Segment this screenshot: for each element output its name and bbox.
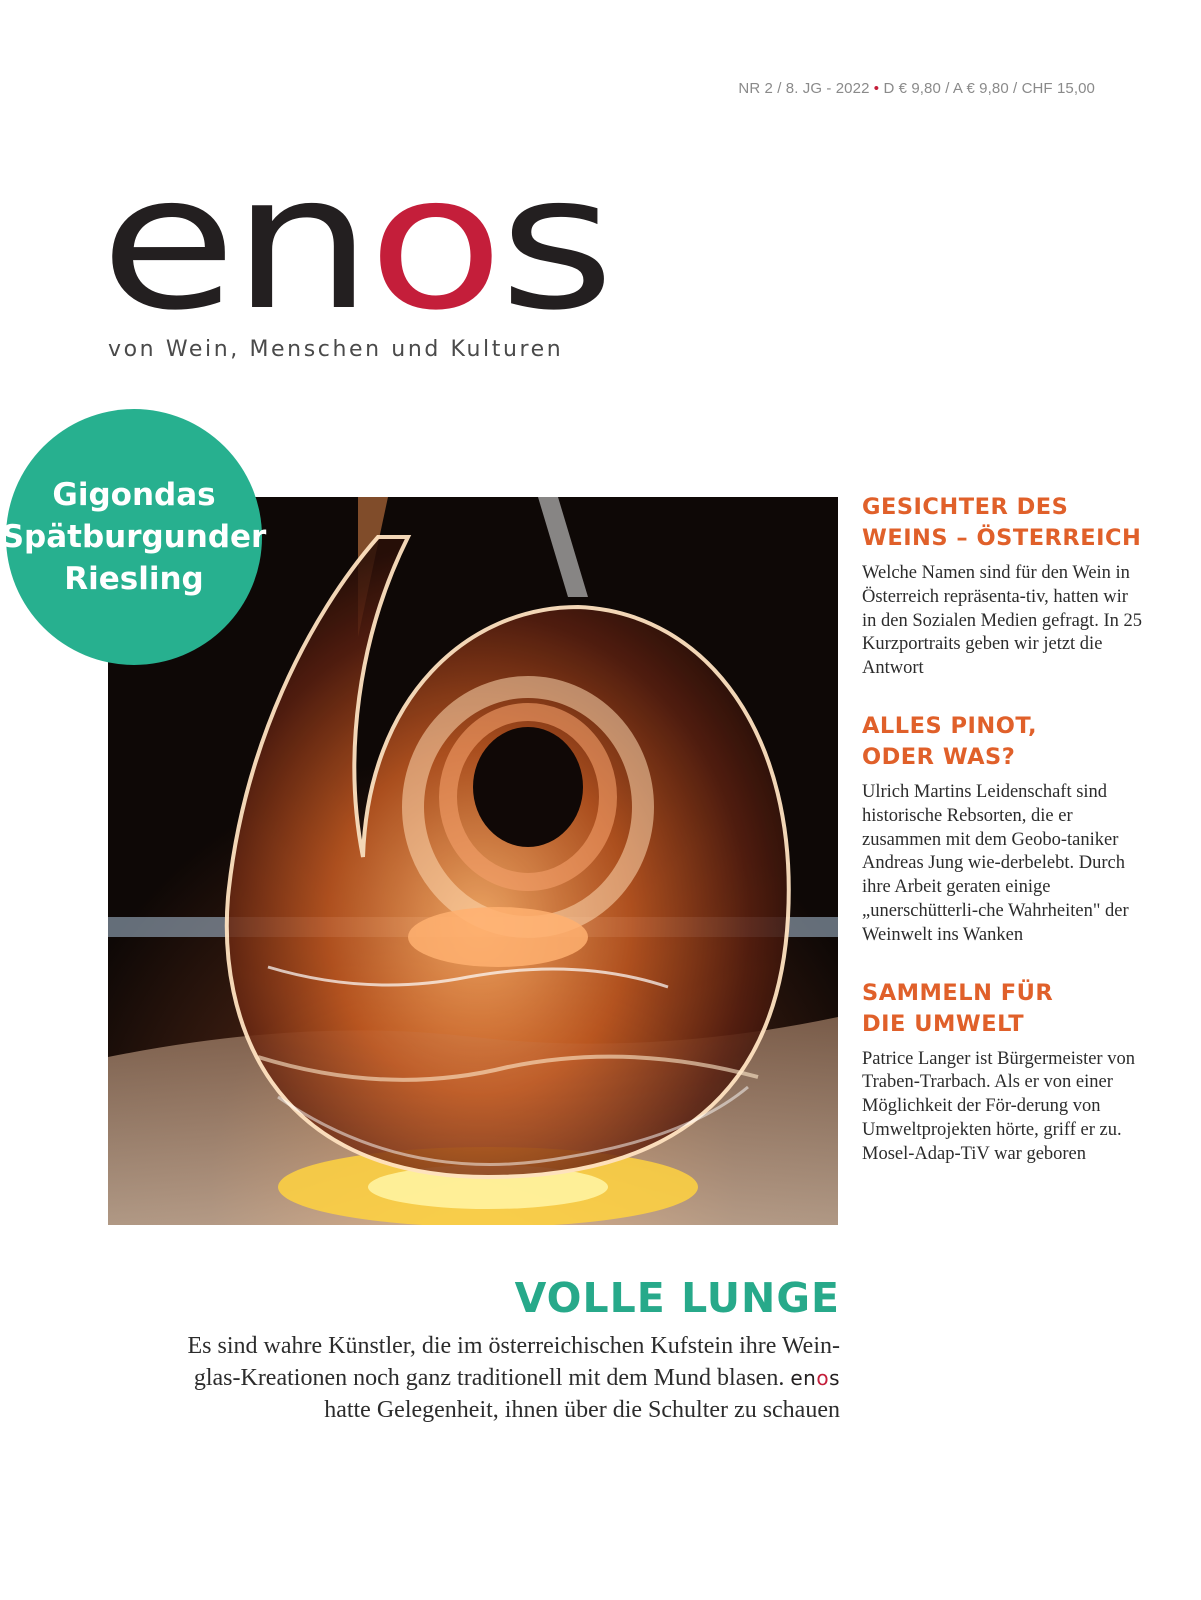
teaser-gesichter-des-weins <box>862 492 1142 681</box>
enos-logo <box>100 172 630 322</box>
teaser-column <box>862 492 1142 1197</box>
issue-info <box>738 80 1095 97</box>
cover-story-line-2: glas-Kreationen noch ganz traditionell mit dem Mund blasen. <box>193 1365 785 1391</box>
logo-text-o: o <box>367 172 478 322</box>
teaser-title-line: GESICHTER DES <box>862 494 1069 520</box>
teaser-body: Ulrich Martins Leidenschaft sind historische Rebsorten, die er zusammen mit dem Geobo-taniker Andreas Jung wie-derbelebt. Durch ihre Arbeit geraten einige „unerschütterli-che Wahrheiten" der Weinwelt ins Wanken <box>862 781 1129 945</box>
cover-story <box>120 1270 840 1426</box>
teaser-title <box>862 978 1142 1040</box>
teaser-title <box>862 492 1142 554</box>
teaser-body: Patrice Langer ist Bürgermeister von Traben-Trarbach. Als er von einer Möglichkeit der För-derung von Umweltprojekten hörte, griff er zu. Mosel-Adap-TiV war geboren <box>862 1048 1135 1164</box>
badge-line-gigondas: Gigondas <box>52 477 216 513</box>
inline-enos-logo <box>790 1366 840 1390</box>
teaser-title-line: ALLES PINOT, <box>862 712 1038 739</box>
inline-enos-en: en <box>790 1366 817 1390</box>
issue-prices: D € 9,80 / A € 9,80 / CHF 15,00 <box>883 80 1095 97</box>
teaser-sammeln-fuer-die-umwelt <box>862 978 1142 1167</box>
cover-story-line-3: hatte Gelegenheit, ihnen über die Schulter zu schauen <box>324 1397 840 1423</box>
logo-text-en: en <box>100 172 325 322</box>
logo-tagline: von Wein, Menschen und Kulturen <box>108 337 564 362</box>
logo-text-s: s <box>499 172 592 322</box>
issue-number-year: NR 2 / 8. JG - 2022 <box>738 80 870 97</box>
topics-badge <box>1 409 267 665</box>
inline-enos-o: o <box>816 1366 830 1390</box>
badge-line-spaetburgunder: Spätburgunder <box>1 519 267 555</box>
badge-line-riesling: Riesling <box>64 561 204 597</box>
cover-story-text <box>120 1330 840 1426</box>
teaser-title-line: DIE UMWELT <box>862 1010 1025 1037</box>
teaser-body: Welche Namen sind für den Wein in Österreich repräsenta-tiv, hatten wir in den Sozialen Medien gefragt. In 25 Kurzportraits geben wir jetzt die Antwort <box>862 563 1142 679</box>
issue-bullet: • <box>873 80 880 97</box>
svg-text:enos <box>100 172 610 322</box>
cover-story-line-1: Es sind wahre Künstler, die im österreichischen Kufstein ihre Wein- <box>187 1333 840 1359</box>
enos-logo-wordmark <box>100 172 630 322</box>
teaser-title-line: SAMMELN FÜR <box>862 979 1054 1006</box>
inline-enos-s: s <box>829 1366 840 1390</box>
cover-story-title: VOLLE LUNGE <box>514 1274 840 1322</box>
teaser-alles-pinot <box>862 711 1142 948</box>
teaser-title <box>862 711 1142 773</box>
teaser-title-line: ODER WAS? <box>862 743 1016 770</box>
teaser-title-line: WEINS – ÖSTERREICH <box>862 525 1142 551</box>
